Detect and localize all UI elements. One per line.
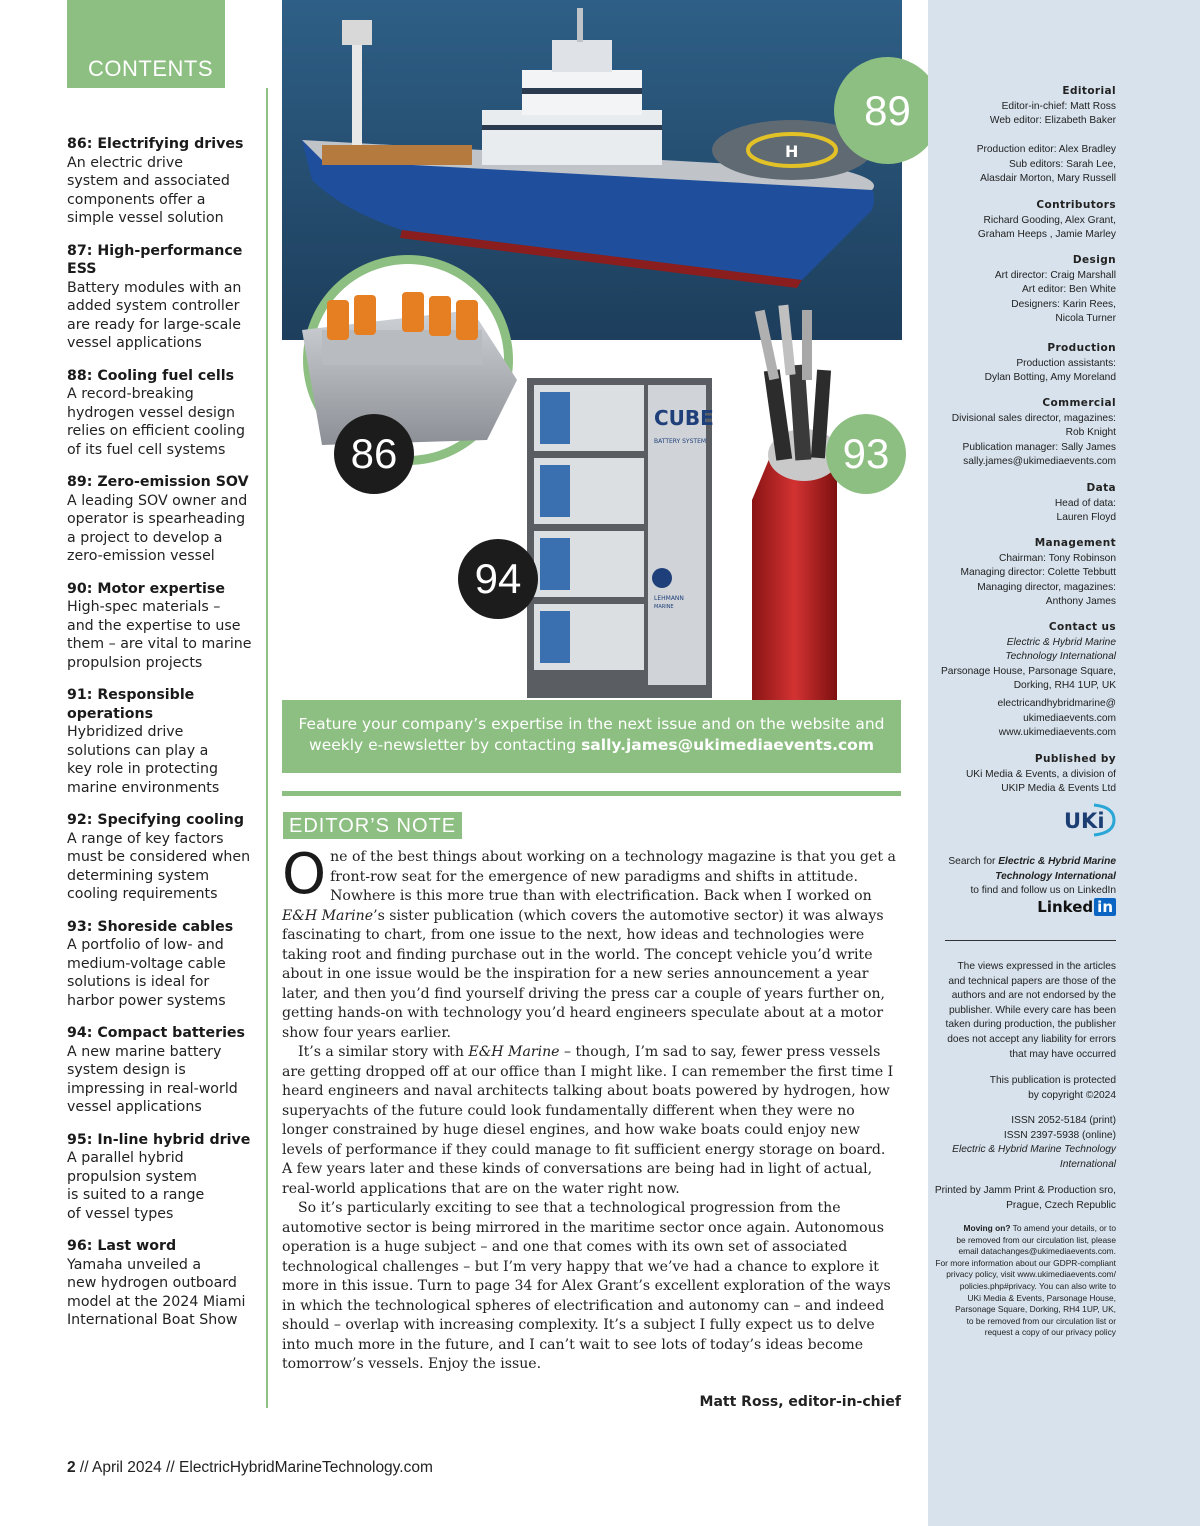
- toc-desc: A new marine battery system design is impressing in real-world vessel applications: [67, 1043, 238, 1115]
- linkedin-word: Linked: [1037, 898, 1094, 916]
- masthead-email-link[interactable]: ukimediaevents.com: [1023, 712, 1116, 724]
- masthead-line: ISSN 2397-5938 (online): [1003, 1129, 1116, 1141]
- masthead-web-link[interactable]: privacy policy, visit www.ukimediaevents.com/: [946, 1269, 1116, 1280]
- advertise-banner: [282, 700, 901, 773]
- masthead-line: To amend your details, or to: [1010, 1223, 1116, 1233]
- masthead-web-link[interactable]: www.ukimediaevents.com: [998, 727, 1116, 739]
- linkedin-logo[interactable]: [1037, 898, 1116, 916]
- feature-illustration: [282, 0, 902, 775]
- masthead-heading: Production: [1047, 342, 1116, 354]
- toc-item[interactable]: [67, 1237, 262, 1330]
- masthead-data: [856, 481, 1116, 526]
- masthead-line: Parsonage Square, Dorking, RH4 1UP, UK,: [955, 1304, 1116, 1315]
- cube-sub-label: BATTERY SYSTEM: [654, 438, 707, 445]
- paragraph-text: ne of the best things about working on a technology magazine is that you get a front-row seat for the emergence of new paradigms and shifts in attitude. Nowhere is this more true than with electrification. Back when I worked on: [330, 849, 896, 904]
- masthead-contact: [856, 620, 1116, 694]
- editor-signature: Matt Ross, editor-in-chief: [699, 1394, 901, 1410]
- contents-divider: [266, 88, 268, 1408]
- masthead-management: [856, 536, 1116, 610]
- toc-title: 95: In-line hybrid drive: [67, 1131, 251, 1148]
- masthead-line: ISSN 2052-5184 (print): [1011, 1115, 1116, 1126]
- masthead-publication: Electric & Hybrid Marine: [998, 856, 1116, 867]
- lehmann-label: LEHMANN: [654, 595, 684, 602]
- masthead-design: [856, 253, 1116, 327]
- masthead-line: Chairman: Tony Robinson: [998, 552, 1116, 564]
- masthead-line: UKIP Media & Events Ltd: [1001, 783, 1116, 795]
- editors-note-paragraph: [282, 842, 900, 1043]
- masthead-divider: [945, 940, 1116, 941]
- masthead-disclaimer: [856, 960, 1116, 1062]
- masthead-publication: Electric & Hybrid Marine: [1006, 636, 1116, 648]
- editors-note-paragraph: So it’s particularly exciting to see that a technological progression from the automotive sector is being mirrored in the maritime sector once again. Autonomous operation is a huge subject – and one that comes with its own set of associated technological challenges – but I’m very happy that we’ve had a chance to explore it more in this issue. Turn to page 34 for Alex Grant’s excellent exploration of the ways in which the technological spheres of electrification and autonomy can – and indeed should – overlap with increasing complexity. It’s a subject I fully expect us to delve into much more in the future, and I can’t wait to see lots of today’s ideas become tomorrow’s vessels. Enjoy the issue.: [282, 1200, 891, 1372]
- masthead-heading: Contributors: [1036, 199, 1116, 211]
- drop-cap: O: [282, 842, 327, 907]
- masthead-line: UKi Media & Events, a division of: [965, 768, 1116, 780]
- toc-desc: High-spec materials – and the expertise to use them – are vital to marine propulsion projects: [67, 599, 252, 671]
- masthead-heading: Management: [1034, 537, 1116, 549]
- masthead-publication: Technology International: [1005, 651, 1116, 663]
- masthead-heading: Published by: [1034, 753, 1116, 765]
- toc-title: 88: Cooling fuel cells: [67, 367, 235, 384]
- masthead-line: Managing director, magazines:: [977, 581, 1116, 593]
- cube-label: CUBE: [654, 406, 714, 430]
- toc-title: 94: Compact batteries: [67, 1025, 246, 1041]
- toc-item[interactable]: [67, 811, 262, 904]
- masthead-line: Web editor: Elizabeth Baker: [989, 115, 1116, 127]
- toc-title: 92: Specifying cooling: [67, 812, 244, 828]
- toc-desc: An electric drive system and associated components offer a simple vessel solution: [67, 154, 230, 226]
- masthead-line: and technical papers are those of the: [948, 975, 1116, 987]
- masthead-publication: International: [1059, 1158, 1116, 1170]
- masthead-commercial: [856, 396, 1116, 470]
- editors-note-paragraph: [282, 1043, 900, 1199]
- toc-item[interactable]: [67, 918, 262, 1011]
- page-badge-86[interactable]: 86: [334, 414, 414, 494]
- uki-logo: [1064, 803, 1116, 837]
- masthead-web: [856, 697, 1116, 741]
- footer-website[interactable]: ElectricHybridMarineTechnology.com: [179, 1459, 433, 1476]
- masthead-copyright: [856, 1074, 1116, 1103]
- masthead-line: be removed from our circulation list, please: [956, 1234, 1116, 1245]
- banner-email-link[interactable]: sally.james@ukimediaevents.com: [581, 736, 874, 754]
- svg-text:H: H: [785, 142, 799, 161]
- page-number: 2: [67, 1459, 76, 1476]
- publication-name: E&H Marine: [468, 1044, 560, 1060]
- toc-title: 90: Motor expertise: [67, 580, 225, 597]
- masthead-line: Dylan Botting, Amy Moreland: [984, 372, 1116, 384]
- masthead-linkedin-search: [856, 855, 1116, 899]
- paragraph-text: – though, I’m sad to say, fewer press vessels are getting dropped off at our office than I might like. I can remember the first time I heard engineers and naval architects talking about boats powered by hydrogen, how superyachts of the future could look fundamentally different when they were no longer constrained by huge diesel engines, and how wake boats could enjoy new levels of performance if they could manage to fit sufficient energy storage on board. A few years later and these kinds of conversations are being had in light of actual, real-world applications that are on the water right now.: [282, 1044, 894, 1197]
- masthead-published-by: [856, 752, 1116, 797]
- masthead-line: Lauren Floyd: [1056, 512, 1116, 524]
- masthead-line: Divisional sales director, magazines:: [951, 412, 1116, 424]
- masthead-line: Nicola Turner: [1055, 313, 1116, 325]
- masthead-email-link[interactable]: electricandhybridmarine@: [997, 698, 1116, 709]
- masthead-line: by copyright ©2024: [1028, 1089, 1116, 1101]
- masthead-line: Search for: [948, 856, 999, 867]
- toc-desc: Hybridized drive solutions can play a key role in protecting marine environments: [67, 724, 220, 796]
- toc-item[interactable]: [67, 1131, 262, 1224]
- toc-desc: Yamaha unveiled a new hydrogen outboard model at the 2024 Miami International Boat Show: [67, 1256, 246, 1328]
- toc-desc: A range of key factors must be considered when determining system cooling requirements: [67, 830, 251, 902]
- masthead-line: that may have occurred: [1009, 1048, 1116, 1060]
- masthead-publication: Technology International: [995, 870, 1116, 882]
- masthead-line: Head of data:: [1054, 497, 1116, 509]
- masthead-line: Richard Gooding, Alex Grant,: [983, 214, 1116, 226]
- masthead-moving-on: [856, 1223, 1116, 1339]
- toc-item[interactable]: [67, 135, 262, 228]
- contents-tab: [67, 0, 225, 88]
- toc-title: 91: Responsible operations: [67, 687, 195, 722]
- toc-desc: A parallel hybrid propulsion system is suited to a range of vessel types: [67, 1150, 205, 1222]
- toc-item[interactable]: [67, 580, 262, 673]
- page-badge-94[interactable]: 94: [458, 539, 538, 619]
- feature-collage: [282, 0, 911, 775]
- masthead-moving-heading: Moving on?: [963, 1223, 1011, 1233]
- paragraph-text: ’s sister publication (which covers the automotive sector) it was always fascinating to chart, from one issue to the next, how ideas and technologies were taking root and finding purchase out in the world. The concept vehicle you’d write about in one issue would be the inspiration for a new series announcement a year later, and then you’d find yourself driving the press car a couple of years further on, getting hands-on with technology you’d heard engineers speculate about at a motor show four years earlier.: [282, 907, 886, 1041]
- masthead-line: Graham Heeps , Jamie Marley: [977, 229, 1116, 241]
- banner-divider: [282, 791, 901, 796]
- page-badge-93[interactable]: 93: [826, 414, 906, 494]
- masthead-line: Managing director: Colette Tebbutt: [960, 567, 1116, 579]
- masthead-email-link[interactable]: email datachanges@ukimediaevents.com.: [958, 1246, 1116, 1257]
- page-footer: [67, 1459, 433, 1477]
- masthead-line: Designers: Karin Rees,: [1011, 298, 1116, 310]
- toc-title: 93: Shoreside cables: [67, 918, 234, 935]
- masthead-line: The views expressed in the articles: [957, 961, 1116, 972]
- toc-title: 87: High-performance ESS: [67, 242, 243, 277]
- editors-note-body: [282, 842, 900, 1375]
- masthead-line: Sub editors: Sarah Lee,: [1008, 158, 1116, 170]
- editors-note-heading: EDITOR’S NOTE: [283, 812, 462, 839]
- toc-title: 86: Electrifying drives: [67, 136, 244, 152]
- masthead-production: [856, 341, 1116, 386]
- toc-title: 96: Last word: [67, 1238, 177, 1254]
- masthead-line: UKi Media & Events, Parsonage House,: [967, 1292, 1116, 1303]
- masthead-editorial: [856, 84, 1116, 129]
- toc-item[interactable]: [67, 1024, 262, 1117]
- masthead-publication: Electric & Hybrid Marine Technology: [952, 1144, 1116, 1156]
- masthead-line: Publication manager: Sally James: [962, 441, 1116, 453]
- publication-name: E&H Marine: [282, 907, 374, 924]
- toc-item[interactable]: [67, 242, 262, 353]
- masthead-line: Anthony James: [1045, 596, 1116, 608]
- masthead-printer: [856, 1184, 1116, 1213]
- toc-desc: A record-breaking hydrogen vessel design relies on efficient cooling of its fuel cell systems: [67, 386, 245, 458]
- toc-desc: A leading SOV owner and operator is spearheading a project to develop a zero-emission vessel: [67, 492, 248, 564]
- uki-logo-text: UKi: [1064, 809, 1105, 833]
- masthead-line: publisher. While every care has been: [948, 1004, 1116, 1016]
- toc-desc: Battery modules with an added system controller are ready for large-scale vessel applications: [67, 279, 242, 351]
- masthead-line: to find and follow us on LinkedIn: [970, 885, 1116, 897]
- masthead-line: Art editor: Ben White: [1022, 284, 1116, 296]
- masthead-line: Rob Knight: [1065, 427, 1116, 439]
- masthead-email-link[interactable]: sally.james@ukimediaevents.com: [963, 456, 1116, 468]
- masthead-line: Parsonage House, Parsonage Square,: [940, 665, 1116, 677]
- masthead-contributors: [856, 198, 1116, 243]
- masthead-line: Production assistants:: [1016, 357, 1116, 369]
- contents-heading: CONTENTS: [88, 56, 213, 81]
- masthead-line: Art director: Craig Marshall: [994, 269, 1116, 281]
- masthead-line: to be removed from our circulation list or: [966, 1315, 1116, 1326]
- masthead-line: policies.php#privacy. You can also write to: [959, 1280, 1116, 1291]
- battery-rack-illustration: [527, 378, 714, 698]
- cable-illustration: [752, 305, 840, 700]
- toc-item[interactable]: [67, 367, 262, 460]
- page-badge-89[interactable]: 89: [834, 57, 941, 164]
- masthead-heading: Commercial: [1042, 397, 1116, 409]
- lehmann-sub-label: MARINE: [654, 604, 674, 610]
- toc-item[interactable]: [67, 473, 262, 566]
- toc-desc: A portfolio of low- and medium-voltage cable solutions is ideal for harbor power systems: [67, 937, 226, 1009]
- masthead-line: Alasdair Morton, Mary Russell: [980, 173, 1116, 185]
- masthead-line: taken during production, the publisher: [945, 1019, 1116, 1031]
- paragraph-text: It’s a similar story with: [298, 1044, 464, 1060]
- masthead-line: does not accept any liability for errors: [947, 1033, 1116, 1045]
- masthead-heading: Data: [1086, 482, 1116, 494]
- masthead-line: authors and are not endorsed by the: [951, 990, 1116, 1002]
- contents-list: [67, 135, 262, 1344]
- masthead-heading: Design: [1072, 254, 1116, 266]
- masthead-line: Prague, Czech Republic: [1006, 1199, 1116, 1211]
- masthead-heading: Contact us: [1048, 621, 1116, 633]
- linkedin-icon: in: [1094, 898, 1116, 916]
- footer-date: // April 2024 //: [75, 1459, 180, 1476]
- toc-item[interactable]: [67, 686, 262, 797]
- masthead-line: Editor-in-chief: Matt Ross: [1001, 100, 1116, 112]
- masthead-line: Dorking, RH4 1UP, UK: [1013, 680, 1116, 692]
- masthead-line: This publication is protected: [989, 1075, 1116, 1086]
- masthead-line: For more information about our GDPR-compliant: [935, 1257, 1116, 1268]
- masthead-line: Printed by Jamm Print & Production sro,: [934, 1185, 1116, 1196]
- toc-title: 89: Zero-emission SOV: [67, 474, 249, 490]
- masthead-heading: Editorial: [1062, 85, 1116, 97]
- masthead-production-editor: [856, 143, 1116, 187]
- masthead-issn: [856, 1114, 1116, 1172]
- masthead-line: request a copy of our privacy policy: [984, 1327, 1116, 1338]
- banner-text: Feature your company’s expertise in the next issue and on the website and weekly e-newsletter by contacting: [298, 715, 885, 754]
- masthead-line: Production editor: Alex Bradley: [976, 144, 1116, 155]
